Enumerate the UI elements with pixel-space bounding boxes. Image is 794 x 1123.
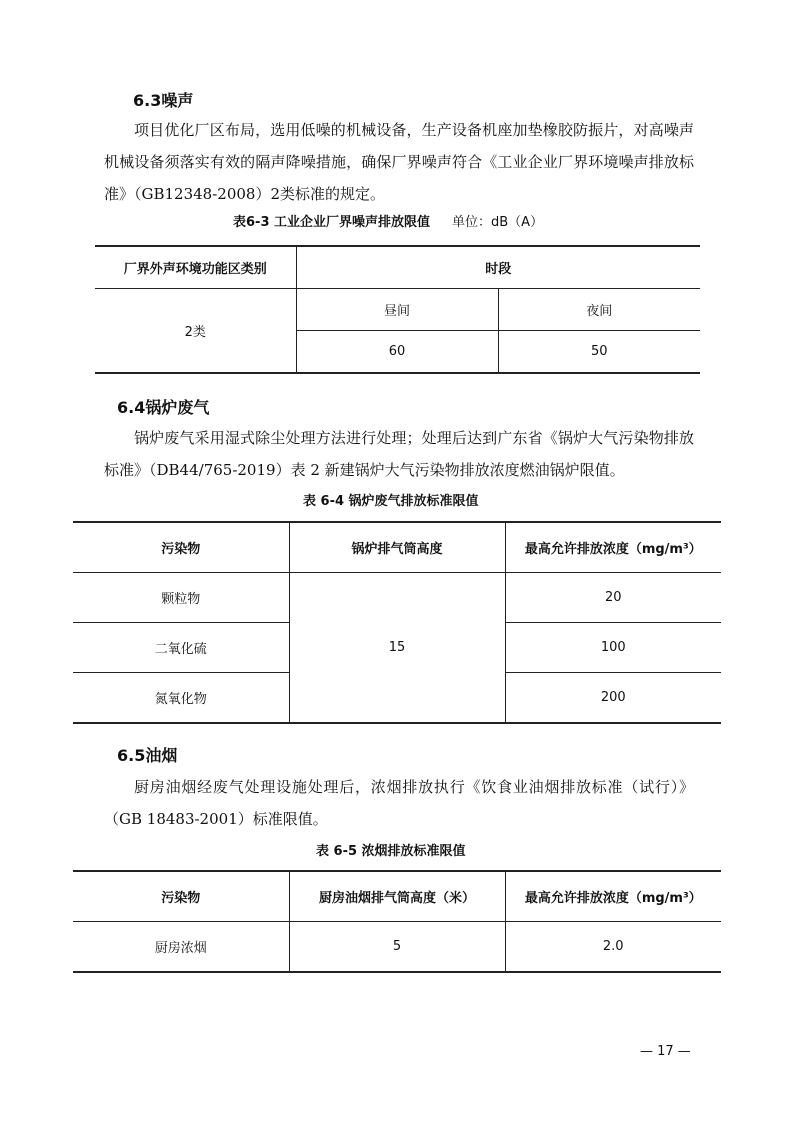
limit-cell: 20 [505,573,721,623]
pollutant-cell: 厨房浓烟 [73,922,289,973]
chimney-height-cell: 5 [289,922,505,973]
header-night: 夜间 [498,289,700,331]
header-pollutant: 污染物 [73,522,289,573]
boiler-paragraph: 锅炉废气采用湿式除尘处理方法进行处理；处理后达到广东省《锅炉大气污染物排放标准》（DB44/765-2019）表 2 新建锅炉大气污染物排放浓度燃油锅炉限值。 [104,429,694,479]
table-6-5-caption: 表 6-5 浓烟排放标准限值 [316,844,466,859]
header-max-concentration: 最高允许排放浓度（mg/m³） [505,522,721,573]
pollutant-cell: 颗粒物 [73,573,289,623]
table-6-3-unit: 单位：dB（A） [452,215,544,230]
pollutant-cell: 氮氧化物 [73,673,289,724]
section-heading-boiler: 6.4锅炉废气 [117,398,210,417]
day-value-cell: 60 [296,331,498,374]
table-6-3-caption [233,211,543,230]
boiler-emission-table [73,521,721,724]
noise-paragraph: 项目优化厂区布局，选用低噪的机械设备，生产设备机座加垫橡胶防振片，对高噪声机械设备须落实有效的隔声降噪措施，确保厂界噪声符合《工业企业厂界环境噪声排放标准》（GB12348-2008）2类标准的规定。 [104,121,694,203]
header-period: 时段 [296,246,700,289]
table-6-4-caption: 表 6-4 锅炉废气排放标准限值 [303,494,479,509]
chimney-height-cell: 15 [289,573,505,724]
pollutant-cell: 二氧化硫 [73,623,289,673]
header-chimney-height: 厨房油烟排气筒高度（米） [289,871,505,922]
header-category: 厂界外声环境功能区类别 [95,246,296,289]
table-6-3-title: 表6-3 工业企业厂界噪声排放限值 [233,215,431,230]
header-pollutant: 污染物 [73,871,289,922]
page-number: — 17 — [640,1044,691,1059]
header-chimney-height: 锅炉排气筒高度 [289,522,505,573]
limit-cell: 100 [505,623,721,673]
header-day: 昼间 [296,289,498,331]
section-heading-noise: 6.3噪声 [133,91,194,110]
header-max-concentration: 最高允许排放浓度（mg/m³） [505,871,721,922]
fume-paragraph: 厨房油烟经废气处理设施处理后，浓烟排放执行《饮食业油烟排放标准（试行）》（GB 18483-2001）标准限值。 [104,778,694,828]
limit-cell: 200 [505,673,721,724]
limit-cell: 2.0 [505,922,721,973]
night-value-cell: 50 [498,331,700,374]
category-cell: 2类 [95,289,296,374]
fume-emission-table [73,870,721,973]
section-heading-fume: 6.5油烟 [117,746,178,765]
noise-limit-table [95,245,700,374]
